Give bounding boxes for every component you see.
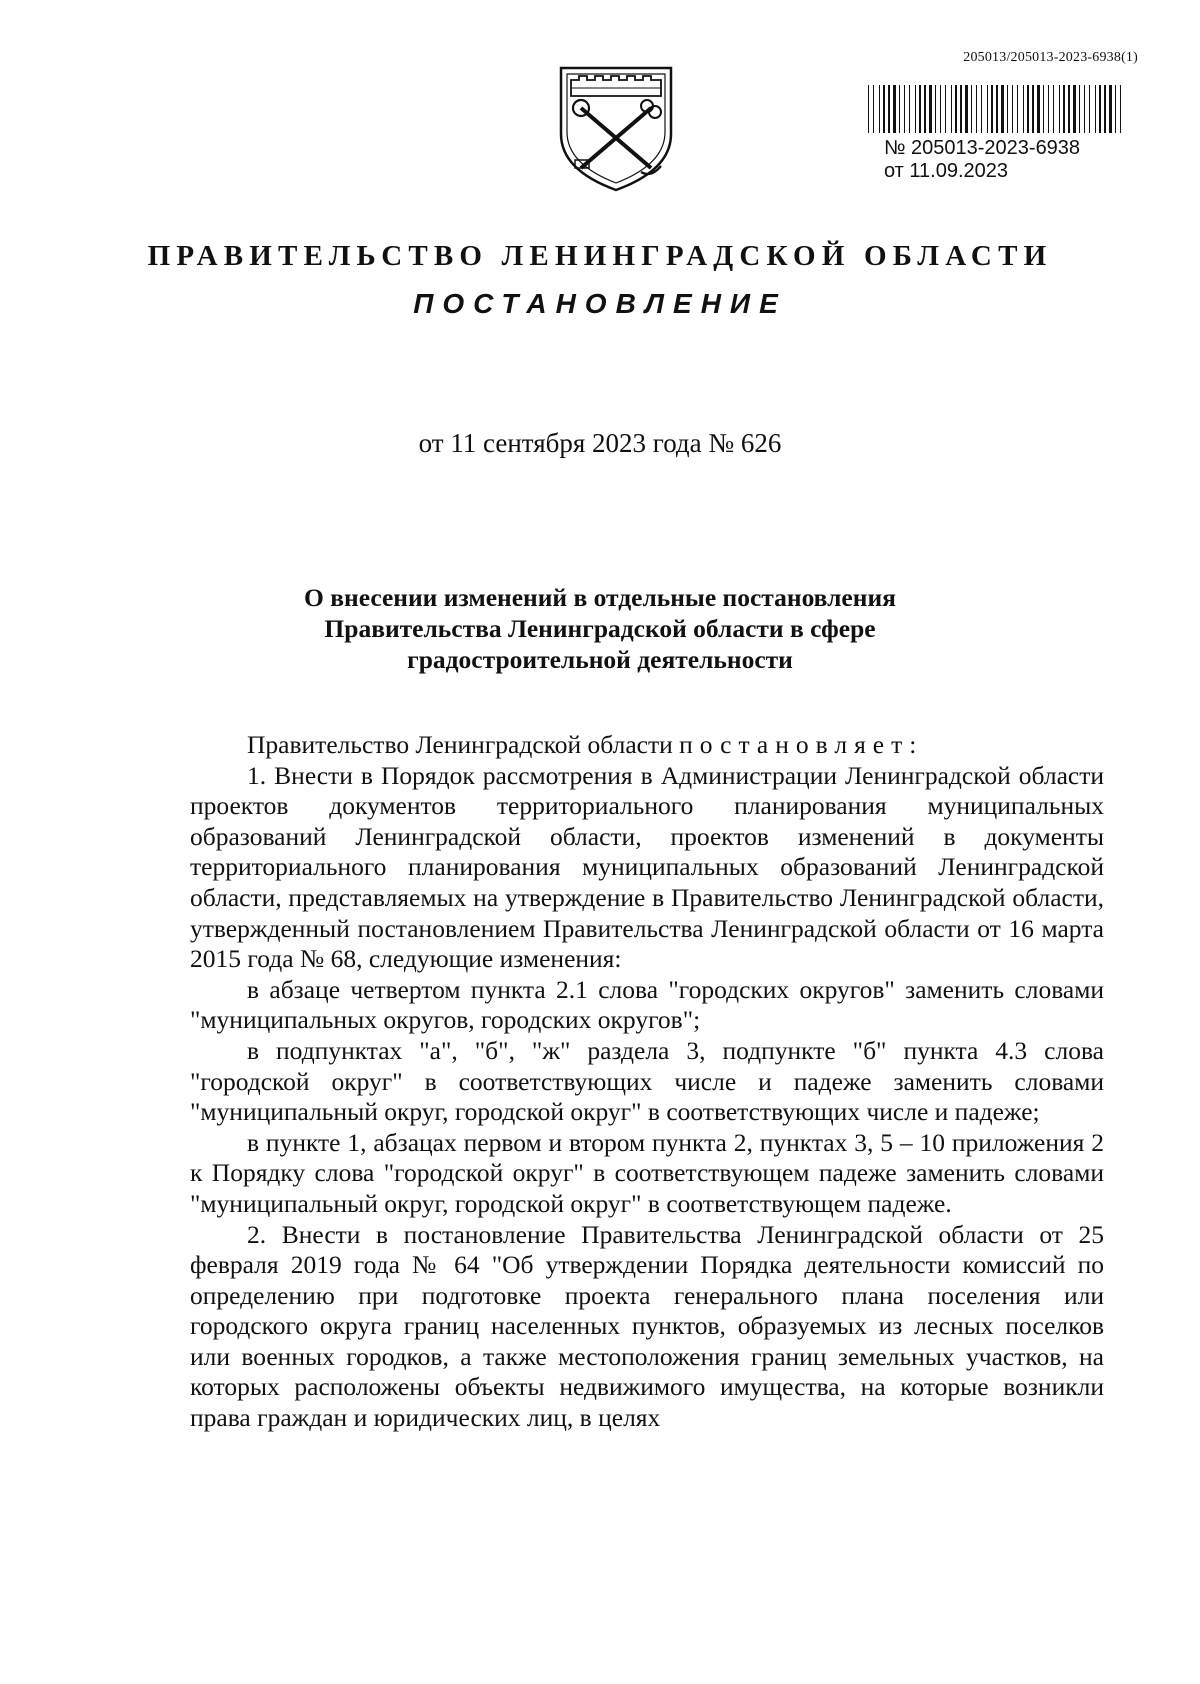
decree-subject	[0, 582, 1200, 675]
preamble	[190, 730, 1104, 761]
barcode-bar	[1115, 85, 1116, 133]
barcode-bar	[1037, 85, 1040, 133]
barcode-bar	[919, 85, 921, 133]
barcode-bar	[915, 85, 916, 133]
barcode-bar	[1017, 85, 1018, 133]
decree-date-number: от 11 сентября 2023 года № 626	[418, 428, 782, 458]
barcode-bar	[1012, 85, 1013, 133]
barcode-bar	[945, 85, 946, 133]
barcode-bar	[1079, 85, 1080, 133]
barcode-bar	[1032, 85, 1034, 133]
barcode-bar	[883, 85, 885, 133]
document-reference: 205013/205013-2023-6938(1)	[963, 50, 1138, 65]
decree-body	[190, 730, 1104, 1434]
barcode-bar	[904, 85, 905, 133]
barcode-bar	[1109, 85, 1112, 133]
barcode-bar	[909, 85, 910, 133]
subject-line: градостроительной деятельности	[407, 645, 793, 674]
paragraph-1-item-c: в пункте 1, абзацах первом и втором пункта 2, пунктах 3, 5 – 10 приложения 2 к Порядку слова "городской округ" в соответствующем падеже заменить словами "муниципальный округ, городской округ" в соответствующем падеже.	[190, 1127, 1104, 1218]
barcode-bar	[1043, 85, 1044, 133]
barcode-bar	[1063, 85, 1065, 133]
paragraph-2: 2. Внести в постановление Правительства Ленинградской области от 25 февраля 2019 года № 64 "Об утверждении Порядка деятельности комиссий по определению при подготовке проекта генерального плана поселения или городского округа границ населенных пунктов, образуемых из лесных поселков или военных городков, а также местоположения границ земельных участков, на которых расположены объекты недвижимого имущества, на которые возникли права граждан и юридических лиц, в целях	[190, 1219, 1104, 1433]
barcode-bar	[873, 85, 874, 133]
barcode-bar	[1073, 85, 1076, 133]
barcode-bar	[929, 85, 932, 133]
barcode-bar	[1007, 85, 1008, 133]
preamble-verb: постановляет:	[679, 730, 924, 759]
barcode-bar	[1027, 85, 1029, 133]
registration-number: № 205013-2023-6938	[884, 137, 1081, 159]
barcode-bar	[987, 85, 988, 133]
government-title: ПРАВИТЕЛЬСТВО ЛЕНИНГРАДСКОЙ ОБЛАСТИ	[147, 240, 1053, 272]
barcode-bar	[981, 85, 982, 133]
barcode-bar	[940, 85, 941, 133]
leningrad-oblast-coat-of-arms-icon	[557, 62, 675, 192]
barcode-bar	[1084, 85, 1085, 133]
barcode-bar	[1059, 85, 1060, 133]
barcode-bar	[951, 85, 952, 133]
barcode-bar	[971, 85, 972, 133]
barcode-bar	[1089, 85, 1090, 133]
barcode-bar	[1001, 85, 1004, 133]
barcode-bar	[935, 85, 936, 133]
barcode-bar	[879, 85, 880, 133]
barcode-bar	[1104, 85, 1106, 133]
barcode-bar	[893, 85, 896, 133]
barcode-bar	[1068, 85, 1070, 133]
barcode-bar	[955, 85, 957, 133]
barcode-bar	[1053, 85, 1054, 133]
barcode-bar	[991, 85, 993, 133]
barcode-bar	[1095, 85, 1096, 133]
barcode-bar	[1048, 85, 1049, 133]
barcode-bar	[1120, 85, 1121, 133]
subject-line: Правительства Ленинградской области в сфере	[324, 614, 876, 643]
barcode-bar	[976, 85, 977, 133]
barcode-icon	[868, 85, 1124, 133]
barcode-bar	[924, 85, 926, 133]
preamble-text: Правительство Ленинградской области	[247, 730, 680, 759]
barcode-bar	[1099, 85, 1101, 133]
registration-date: от 11.09.2023	[884, 160, 1009, 182]
paragraph-1-item-b: в подпунктах "а", "б", "ж" раздела 3, подпункте "б" пункта 4.3 слова "городской округ" в соответствующих числе и падеже заменить словами "муниципальный округ, городской округ" в соответствующих числе и падеже;	[190, 1035, 1104, 1127]
barcode-bar	[1023, 85, 1024, 133]
barcode-bar	[888, 85, 890, 133]
paragraph-1-item-a: в абзаце четвертом пункта 2.1 слова "городских округов" заменить словами "муниципальных округов, городских округов";	[190, 974, 1104, 1035]
barcode-bar	[899, 85, 900, 133]
document-type: ПОСТАНОВЛЕНИЕ	[413, 288, 787, 319]
barcode-bar	[960, 85, 962, 133]
barcode-bar	[996, 85, 998, 133]
barcode-bar	[965, 85, 968, 133]
barcode-bar	[868, 85, 869, 133]
paragraph-1: 1. Внести в Порядок рассмотрения в Администрации Ленинградской области проектов документов территориального планирования муниципальных образований Ленинградской области, проектов изменений в документы территориального планирования муниципальных образований Ленинградской области, представляемых на утверждение в Правительство Ленинградской области, утвержденный постановлением Правительства Ленинградской области от 16 марта 2015 года № 68, следующие изменения:	[190, 760, 1104, 974]
subject-line: О внесении изменений в отдельные постановления	[304, 583, 896, 612]
